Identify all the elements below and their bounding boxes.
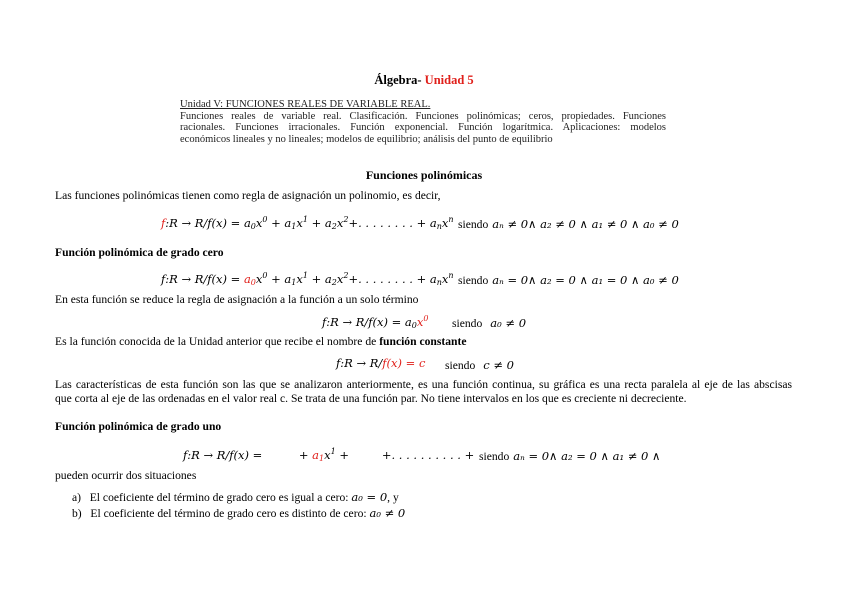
section-heading-polinomicas: Funciones polinómicas xyxy=(365,168,483,182)
equation-constant-a0-condition: siendo a₀ ≠ 0 xyxy=(452,316,527,330)
syllabus-line-2: racionales. Funciones irracionales. Función exponencial. Función logarítmica. Aplicaciones: modelos xyxy=(180,122,666,134)
intro-text: Las funciones polinómicas tienen como regla de asignación un polinomio, es decir, xyxy=(55,189,441,202)
equation-constant-c-condition: siendo c ≠ 0 xyxy=(445,358,514,372)
syllabus-line-3: económicos lineales y no lineales; modelos de equilibrio; análisis del punto de equilibrio xyxy=(180,133,553,145)
equation-general-condition: siendo aₙ ≠ 0∧ a₂ ≠ 0 ∧ a₁ ≠ 0 ∧ a₀ ≠ 0 xyxy=(458,217,679,231)
syllabus-line-1: Funciones reales de variable real. Clasificación. Funciones polinómicas; ceros, propiedades. Funciones xyxy=(180,110,666,122)
page-title xyxy=(0,73,848,88)
equation-general: f:R → $R/f(x) = a_0x^0 + a_1x^1 + a_2x^2+$. . . . . . . . + $a_nx^n$ xyxy=(161,215,454,231)
text-reduce: En esta función se reduce la regla de asignación a la función a un solo término xyxy=(55,293,419,306)
heading-grado-uno: Función polinómica de grado uno xyxy=(55,420,222,433)
text-funcion-constante: Es la función conocida de la Unidad anterior que recibe el nombre de función constante xyxy=(55,335,467,348)
title-unit: Unidad 5 xyxy=(424,73,474,87)
list-item: a) El coeficiente del término de grado cero es igual a cero: a₀ = 0, y xyxy=(72,490,399,504)
equation-grado-cero: f:R → $R/f(x) = a_0x^0 + a_1x^1 + a_2x^2+$. . . . . . . . + $a_nx^n$ xyxy=(161,271,454,287)
heading-grado-cero: Función polinómica de grado cero xyxy=(55,246,224,259)
text-situaciones: pueden ocurrir dos situaciones xyxy=(55,469,197,482)
paragraph-caracteristicas-2: que corta al eje de las ordenadas en el valor real c. Se trata de una función par. No tiene intervalos en los que es creciente ni decreciente. xyxy=(55,392,687,405)
equation-grado-uno: f:R → R/f(x) = + $a_1x^1$ + +. . . . . . . . . . + xyxy=(183,447,475,463)
equation-grado-cero-condition: siendo aₙ = 0∧ a₂ = 0 ∧ a₁ = 0 ∧ a₀ ≠ 0 xyxy=(458,273,679,287)
syllabus-block xyxy=(180,99,666,145)
equation-grado-uno-condition: siendo aₙ = 0∧ a₂ = 0 ∧ a₁ ≠ 0 ∧ xyxy=(479,449,661,463)
paragraph-caracteristicas-1: Las características de esta función son las que se analizaron anteriormente, es una función continua, su gráfica es una recta paralela al eje de las abscisas xyxy=(55,378,792,391)
equation-constant-a0: f:R → $R/f(x) = a_0x^0$ xyxy=(322,314,429,330)
list-item: b) El coeficiente del término de grado cero es distinto de cero: a₀ ≠ 0 xyxy=(72,506,406,520)
title-prefix: Álgebra- xyxy=(374,73,425,87)
syllabus-heading: Unidad V: FUNCIONES REALES DE VARIABLE REAL. xyxy=(180,99,431,110)
equation-constant-c: f:R → R/f(x) = c xyxy=(336,356,426,370)
